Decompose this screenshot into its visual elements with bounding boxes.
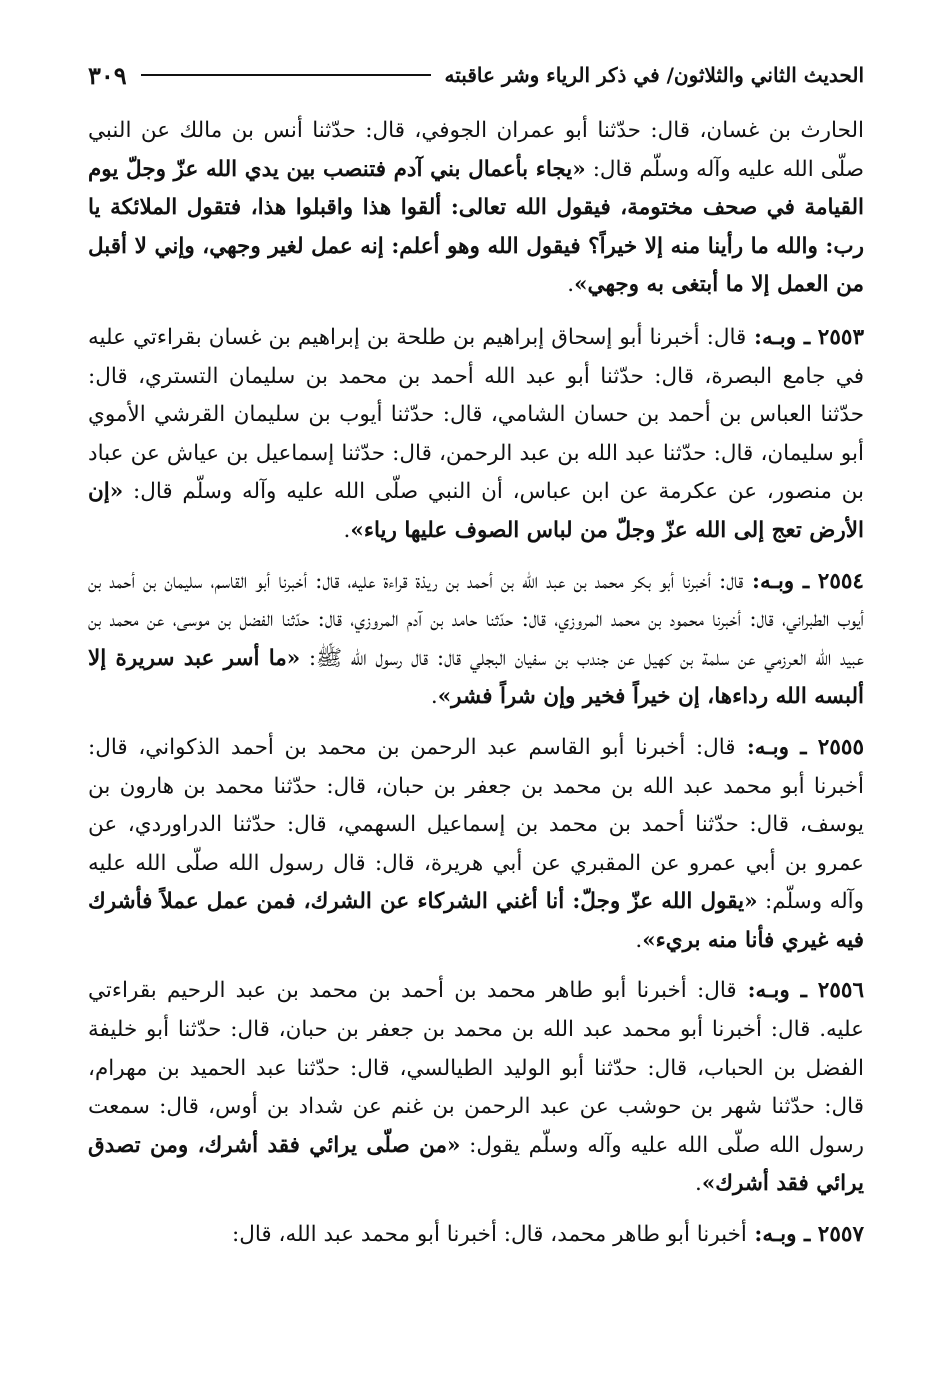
- hadith-quote: «يقول الله عزّ وجلّ: أنا أغني الشركاء عن الشرك، فمن عمل عملاً فأشرك فيه غيري فأنا منه بريء»: [88, 889, 864, 953]
- paragraph-continuation: [88, 112, 864, 305]
- hadith-number: ٢٥٥٤: [817, 568, 864, 594]
- paragraph-2554: [88, 563, 864, 717]
- chain-connector: ـ وبـه:: [746, 1222, 818, 1248]
- running-title: الحديث الثاني والثلاثون/ في ذكر الرياء وشر عاقبته: [444, 63, 864, 87]
- chain-connector: ـ وبـه:: [746, 324, 818, 350]
- paragraph-end: .: [343, 517, 351, 543]
- paragraph-2557: [88, 1216, 864, 1255]
- isnad-text: قال: أخبرنا أبو بكر محمد بن عبد الله بن أحمد بن ريذة قراءة عليه، قال: أخبرنا أبو القاسم، سليمان بن أحمد بن أيوب الطبراني، قال: أخبرنا محمود بن محمد المروزي، قال: حدّثنا حامد بن آدم المروزي، قال: حدّثنا الفضل بن موسى، عن محمد بن عبيد الله العرزمي عن سلمة بن كهيل عن جندب بن سفيان البجلي قال: قال رسول الله ﷺ:: [88, 568, 865, 671]
- isnad-text: قال: أخبرنا أبو طاهر محمد بن أحمد بن محمد بن عبد الرحيم بقراءتي عليه. قال: أخبرنا أبو محمد عبد الله بن محمد بن جعفر بن حبان، قال: حدّثنا أبو خليفة الفضل بن الحباب، قال: حدّثنا أبو الوليد الطيالسي، قال: حدّثنا عبد الحميد بن مهرام، قال: حدّثنا شهر بن حوشب عن عبد الرحمن بن غنم عن شداد بن أوس، قال: سمعت رسول الله صلّى الله عليه وآله وسلّم يقول:: [88, 978, 865, 1158]
- hadith-quote: «يجاء بأعمال بني آدم فتنصب بين يدي الله عزّ وجلّ يوم القيامة في صحف مختومة، فيقول الله تعالى: ألقوا هذا واقبلوا هذا، فتقول الملائكة يا رب: والله ما رأينا منه إلا خيراً؟ فيقول الله وهو أعلم: إنه عمل لغير وجهي، وإني لا أقبل من العمل إلا ما أبتغى به وجهي»: [88, 156, 864, 298]
- hadith-quote: «ما أسر عبد سريرة إلا ألبسه الله رداءها، إن خيراً فخير وإن شراً فشر»: [88, 645, 864, 710]
- hadith-number: ٢٥٥٦: [817, 978, 864, 1004]
- running-head: [88, 58, 864, 92]
- hadith-quote: «من صلّى يرائي فقد أشرك، ومن تصدق يرائي فقد أشرك»: [88, 1132, 864, 1197]
- isnad-text: قال: أخبرنا أبو إسحاق إبراهيم بن طلحة بن إبراهيم بن غسان بقراءتي عليه في جامع البصرة، قال: حدّثنا أبو عبد الله أحمد بن محمد بن سليمان التستري، قال: حدّثنا العباس بن أحمد بن حسان الشامي، قال: حدّثنا أيوب بن سليمان القرشي الأموي أبو سليمان، قال: حدّثنا عبد الله بن عبد الرحمن، قال: حدّثنا إسماعيل بن عياش عن عباد بن منصور، عن عكرمة عن ابن عباس، أن النبي صلّى الله عليه وآله وسلّم قال:: [88, 324, 864, 505]
- page-number: ٣٠٩: [88, 60, 127, 90]
- chain-connector: ـ وبـه:: [743, 568, 818, 594]
- header-rule: [141, 74, 431, 76]
- paragraph-2553: [88, 319, 864, 551]
- page-body: [88, 112, 864, 1267]
- hadith-quote: «إن الأرض تعج إلى الله عزّ وجلّ من لباس الصوف عليها رياء»: [88, 479, 864, 543]
- paragraph-end: .: [430, 684, 438, 710]
- chain-connector: ـ وبـه:: [736, 978, 818, 1004]
- hadith-number: ٢٥٥٣: [817, 324, 864, 350]
- chain-connector: ـ وبـه:: [735, 734, 818, 760]
- paragraph-end: .: [635, 927, 643, 953]
- paragraph-2555: [88, 729, 864, 961]
- isnad-text: الحارث بن غسان، قال: حدّثنا أبو عمران الجوفي، قال: حدّثنا أنس بن مالك عن النبي صلّى الله عليه وآله وسلّم قال:: [88, 118, 864, 182]
- hadith-number: ٢٥٥٥: [817, 734, 864, 760]
- isnad-text: أخبرنا أبو طاهر محمد، قال: أخبرنا أبو محمد عبد الله، قال:: [232, 1222, 747, 1248]
- paragraph-end: .: [695, 1171, 702, 1197]
- isnad-text: قال: أخبرنا أبو القاسم عبد الرحمن بن محمد بن أحمد الذكواني، قال: أخبرنا أبو محمد عبد الله بن محمد بن جعفر بن حبان، قال: حدّثنا محمد بن هارون بن يوسف، قال: حدّثنا أحمد بن محمد بن إسماعيل السهمي، قال: حدّثنا الدراوردي، عن عمرو بن أبي عمرو عن المقبري عن أبي هريرة، قال: قال رسول الله صلّى الله عليه وآله وسلّم:: [88, 734, 864, 915]
- hadith-number: ٢٥٥٧: [817, 1222, 864, 1248]
- paragraph-end: .: [567, 272, 575, 298]
- paragraph-2556: [88, 972, 864, 1204]
